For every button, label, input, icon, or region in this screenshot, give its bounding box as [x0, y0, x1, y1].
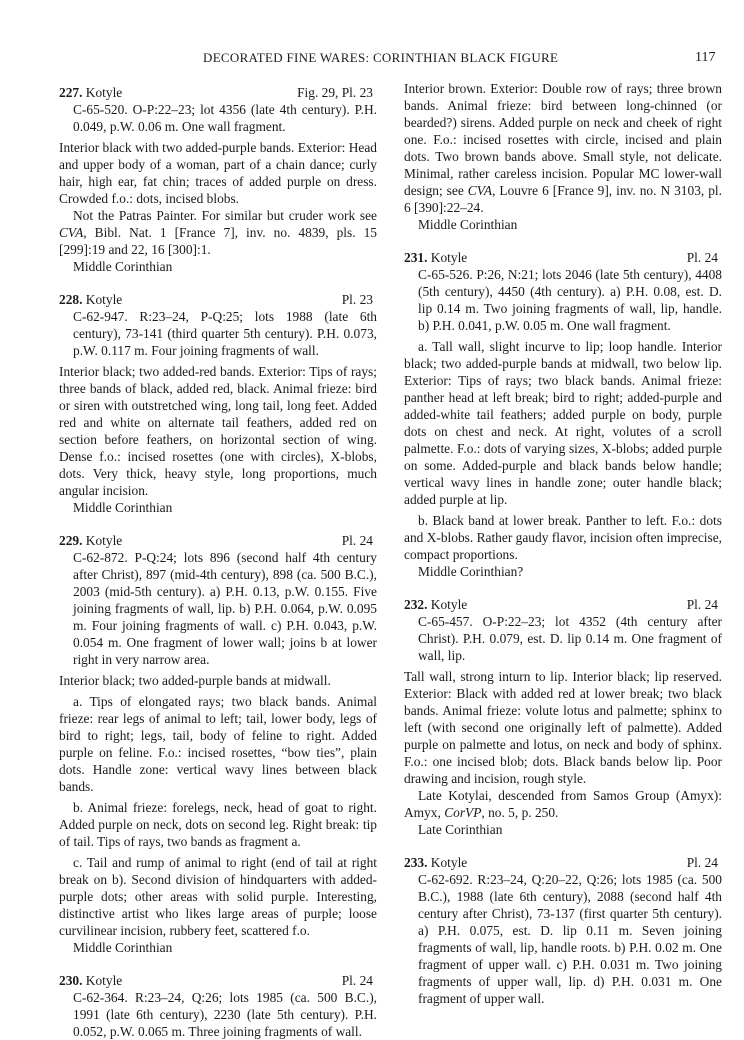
- entry-227-catalog-data: C-65-520. O-P:22–23; lot 4356 (late 4th century). P.H. 0.049, p.W. 0.06 m. One wall fragment.: [73, 102, 377, 134]
- right-column: [404, 80, 722, 1007]
- entry-231-fragment-b: b. Black band at lower break. Panther to left. F.o.: dots and X-blobs. Rather gaudy flavor, incision often imprecise, compact proportions.: [404, 513, 722, 562]
- entry-229-description: Interior black; two added-purple bands at midwall.: [59, 673, 331, 688]
- entry-229-catalog-data: C-62-872. P-Q:24; lots 896 (second half 4th century after Christ), 897 (mid-4th century), 898 (ca. 500 B.C.), 2003 (mid-5th century). a) P.H. 0.13, p.W. 0.155. Five joining fragments of wall, lip. b) P.H. 0.064, p.W. 0.095 m. Four joining fragments of wall. c) P.H. 0.043, p.W. 0.054 m. One fragment of lower wall; joins b at lower right in very narrow area.: [73, 550, 377, 667]
- entry-229-fragment-c: c. Tail and rump of animal to right (end of tail at right break on b). Second division of hindquarters with added-purple dots; other areas with solid purple. Interesting, distinctive artist who likes large areas of purple; loose curvilinear incision, rubbery feet, scattered f.o.: [59, 855, 377, 938]
- entry-number: 233.: [404, 855, 428, 870]
- entry-231-catalog-data: C-65-526. P:26, N:21; lots 2046 (late 5th century), 4408 (5th century), 4450 (4th century). a) P.H. 0.08, est. D. lip 0.14 m. Two joining fragments of wall, lip, handle. b) P.H. 0.041, p.W. 0.05 m. One wall fragment.: [418, 267, 722, 333]
- entry-230-heading: [59, 972, 377, 989]
- entry-229-fragment-b: b. Animal frieze: forelegs, neck, head of goat to right. Added purple on neck, dots on second leg. Right break: tip of tail. Tips of rays, two bands as fragment a.: [59, 800, 377, 849]
- entry-232-period: Late Corinthian: [418, 822, 503, 837]
- entry-number: 231.: [404, 250, 428, 265]
- plate-reference: Pl. 24: [341, 533, 373, 548]
- entry-230-period: Middle Corinthian: [418, 217, 518, 232]
- entry-number: 230.: [59, 973, 83, 988]
- entry-number: 228.: [59, 292, 83, 307]
- entry-number: 229.: [59, 533, 83, 548]
- entry-number: 227.: [59, 85, 83, 100]
- entry-230-catalog-data: C-62-364. R:23–24, Q:26; lots 1985 (ca. 500 B.C.), 1991 (late 6th century), 2230 (late 5th century). P.H. 0.052, p.W. 0.065 m. Three joining fragments of wall.: [73, 990, 377, 1039]
- entry-shape: Kotyle: [430, 855, 468, 870]
- plate-reference: Pl. 24: [686, 250, 718, 265]
- entry-229-heading: [59, 532, 377, 549]
- entry-231-period: Middle Corinthian?: [418, 564, 524, 579]
- entry-228-period: Middle Corinthian: [73, 500, 173, 515]
- entry-227-period: Middle Corinthian: [73, 259, 173, 274]
- entry-230-description: Interior brown. Exterior: Double row of rays; three brown bands. Animal frieze: bird between long-chinned (or bearded?) sirens. Added purple on neck and cheek of right one. F.o.: incised rosettes with circle, incised and plain dots. Two brown bands above. Small style, not delicate. Minimal, rather careless incision. Popular MC lower-wall design; see CVA, Louvre 6 [France 9], inv. no. N 3103, pl. 6 [390]:22–24.: [404, 81, 722, 215]
- entry-shape: Kotyle: [85, 973, 123, 988]
- entry-shape: Kotyle: [85, 292, 123, 307]
- entry-232-description: Tall wall, strong inturn to lip. Interior black; lip reserved. Exterior: Black with added red at lower break; two black bands. Animal frieze: volute lotus and palmette; sphinx to left (with second one originally left of palmette). Added purple on palmette and lotus, on neck and body of sphinx. F.o.: one incised blob; dots. Black bands below lip. Poor drawing and incision, rough style.: [404, 669, 722, 786]
- entry-228-heading: [59, 291, 377, 308]
- entry-231-heading: [404, 249, 722, 266]
- entry-number: 232.: [404, 597, 428, 612]
- entry-232-note: Late Kotylai, descended from Samos Group (Amyx): Amyx, CorVP, no. 5, p. 250.: [404, 788, 722, 820]
- entry-228-description: Interior black; two added-red bands. Exterior: Tips of rays; three bands of black, added red, black. Animal frieze: bird or siren with outstretched wing, long tail, long feet. Added red and white on alternate tail feathers, added red on section before feathers, on horizontal section of wing. Dense f.o.: incised rosettes (one with circles), X-blobs, dots. Very thick, heavy style, long proportions, much angular incision.: [59, 364, 377, 498]
- plate-reference: Pl. 24: [341, 973, 373, 988]
- entry-233-catalog-data: C-62-692. R:23–24, Q:20–22, Q:26; lots 1985 (ca. 500 B.C.), 1988 (late 6th century), 2088 (second half 4th century after Christ), 73-137 (first quarter 5th century). a) P.H. 0.075, est. D. lip 0.11 m. Seven joining fragments of wall, lip, handle roots. b) P.H. 0.02 m. One fragment of upper wall. c) P.H. 0.031 m. Two joining fragments of upper wall, lip. d) P.H. 0.031 m. One fragment of upper wall.: [418, 872, 722, 1006]
- entry-shape: Kotyle: [85, 533, 123, 548]
- entry-229-fragment-a: a. Tips of elongated rays; two black bands. Animal frieze: rear legs of animal to left; tail, lower body, legs of bird to right; legs, tail, body of feline to right. Added purple on feline. F.o.: incised rosettes, “bow ties”, plain dots. Handle zone: vertical wavy lines between black bands.: [59, 694, 377, 794]
- entry-228-catalog-data: C-62-947. R:23–24, P-Q:25; lots 1988 (late 6th century), 73-141 (third quarter 5th century). P.H. 0.073, p.W. 0.117 m. Four joining fragments of wall.: [73, 309, 377, 358]
- page-header: [0, 50, 744, 68]
- entry-231-fragment-a: a. Tall wall, slight incurve to lip; loop handle. Interior black; two added-purple bands at midwall, two below lip. Exterior: Tips of rays; two black bands. Animal frieze: panther head at left break; bird to right; added-purple and added-white tail feathers; added purple on body, purple dots on chest and neck. At right, volutes of a scroll palmette. F.o.: dots of varying sizes, X-blobs; added purple on some. Added-purple and black bands below handle; vertical wavy lines in handle zone; outer handle black; added purple at lip.: [404, 339, 722, 507]
- left-column: [59, 80, 377, 1040]
- running-head: DECORATED FINE WARES: CORINTHIAN BLACK FIGURE: [203, 50, 559, 65]
- page-number: 117: [695, 50, 716, 65]
- entry-233-heading: [404, 854, 722, 871]
- entry-232-heading: [404, 596, 722, 613]
- entry-227-note: Not the Patras Painter. For similar but cruder work see CVA, Bibl. Nat. 1 [France 7], inv. no. 4839, pls. 15 [299]:19 and 22, 16 [300]:1.: [59, 208, 377, 257]
- entry-229-period: Middle Corinthian: [73, 940, 173, 955]
- plate-reference: Pl. 24: [686, 855, 718, 870]
- entry-shape: Kotyle: [430, 597, 468, 612]
- entry-shape: Kotyle: [430, 250, 468, 265]
- plate-reference: Pl. 24: [686, 597, 718, 612]
- plate-reference: Pl. 23: [341, 292, 373, 307]
- entry-232-catalog-data: C-65-457. O-P:22–23; lot 4352 (4th century after Christ). P.H. 0.079, est. D. lip 0.14 m. One fragment of wall, lip.: [418, 614, 722, 663]
- plate-reference: Fig. 29, Pl. 23: [297, 85, 373, 100]
- entry-227-description: Interior black with two added-purple bands. Exterior: Head and upper body of a woman, part of a chain dance; curly hair, high ear, fat chin; traces of added purple on dress. Crowded f.o.: dots, incised blobs.: [59, 140, 377, 206]
- entry-227-heading: [59, 84, 377, 101]
- entry-shape: Kotyle: [85, 85, 123, 100]
